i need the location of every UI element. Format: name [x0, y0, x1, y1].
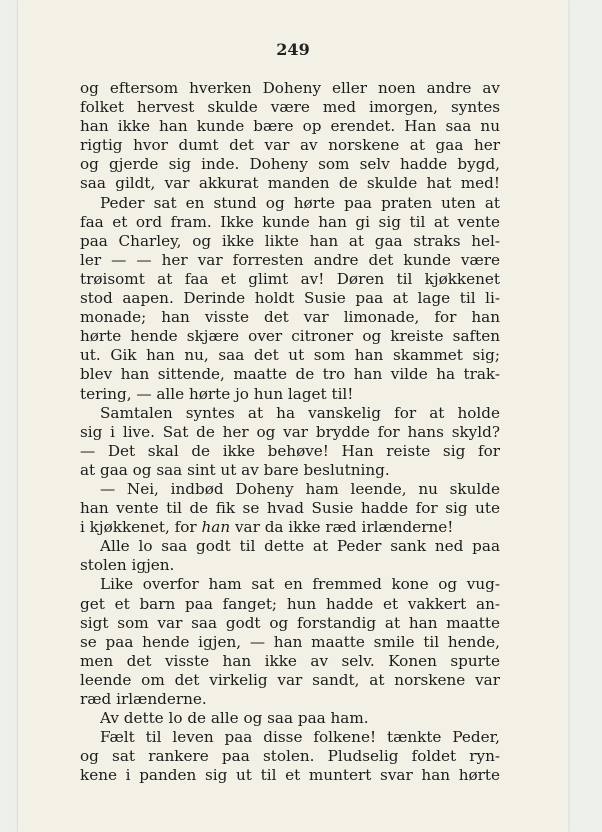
text-line: rigtig hvor dumt det var av norskene at gaa her — [80, 136, 500, 155]
text-line: Alle lo saa godt til dette at Peder sank ned paa — [100, 537, 500, 556]
text-line: — Nei, indbød Doheny ham leende, nu skulde — [100, 479, 500, 498]
text-line: og gjerde sig inde. Doheny som selv hadde bygd, — [80, 155, 500, 174]
text-line: han vente til de fik se hvad Susie hadde for sig ute — [80, 499, 500, 518]
page-number: 249 — [276, 40, 310, 59]
text-line: stod aapen. Derinde holdt Susie paa at lage til li- — [80, 289, 500, 308]
text-line: leende om det virkelig var sandt, at norskene var — [80, 670, 500, 689]
text-line: og sat rankere paa stolen. Pludselig foldet ryn- — [80, 747, 500, 766]
text-line: paa Charley, og ikke likte han at gaa straks hel- — [80, 231, 500, 250]
text-line: get et barn paa fanget; hun hadde et vakkert an- — [80, 594, 500, 613]
text-line: trøisomt at faa et glimt av! Døren til kjøkkenet — [80, 269, 500, 288]
text-line: tering, — alle hørte jo hun laget til! — [80, 384, 354, 403]
text-line: monade; han visste det var limonade, for han — [80, 308, 500, 327]
text-line: ut. Gik han nu, saa det ut som han skammet sig; — [80, 346, 500, 365]
text-line: Fælt til leven paa disse folkene! tænkte Peder, — [100, 728, 500, 747]
text-line: se paa hende igjen, — han maatte smile til hende, — [80, 632, 500, 651]
text-line: Peder sat en stund og hørte paa praten uten at — [100, 193, 500, 212]
text-line: kene i panden sig ut til et muntert svar han hørte — [80, 766, 500, 785]
book-page — [18, 0, 568, 832]
text-line: hørte hende skjære over citroner og kreiste saften — [80, 327, 500, 346]
emphasized-word: han — [201, 518, 231, 537]
text-line: ræd irlænderne. — [80, 690, 207, 708]
text-line: blev han sittende, maatte de tro han vilde ha trak- — [80, 365, 500, 384]
text-line: Samtalen syntes at ha vanskelig for at holde — [100, 403, 500, 422]
text-line: stolen igjen. — [80, 556, 175, 575]
text-line: saa gildt, var akkurat manden de skulde hat med! — [80, 174, 500, 193]
text-line: folket hervest skulde være med imorgen, syntes — [80, 98, 500, 117]
text-line: Av dette lo de alle og saa paa ham. — [100, 709, 369, 728]
text-line: han ikke han kunde bære op erendet. Han saa nu — [80, 117, 500, 136]
text-line: sigt som var saa godt og forstandig at han maatte — [80, 613, 500, 632]
text-line: at gaa og saa sint ut av bare beslutning. — [80, 460, 390, 479]
text-line: faa et ord fram. Ikke kunde han gi sig til at vente — [80, 212, 500, 231]
text-line: — Det skal de ikke behøve! Han reiste sig for — [80, 441, 500, 460]
text-line: sig i live. Sat de her og var brydde for hans skyld? — [80, 422, 500, 441]
text-line: i kjøkkenet, for han var da ikke ræd irlænderne! — [80, 518, 454, 537]
text-line: og eftersom hverken Doheny eller noen andre av — [80, 79, 500, 97]
body-text — [80, 79, 500, 785]
text-line: ler — — her var forresten andre det kunde være — [80, 250, 500, 269]
text-line: men det visste han ikke av selv. Konen spurte — [80, 651, 500, 670]
text-line: Like overfor ham sat en fremmed kone og vug- — [100, 575, 500, 594]
